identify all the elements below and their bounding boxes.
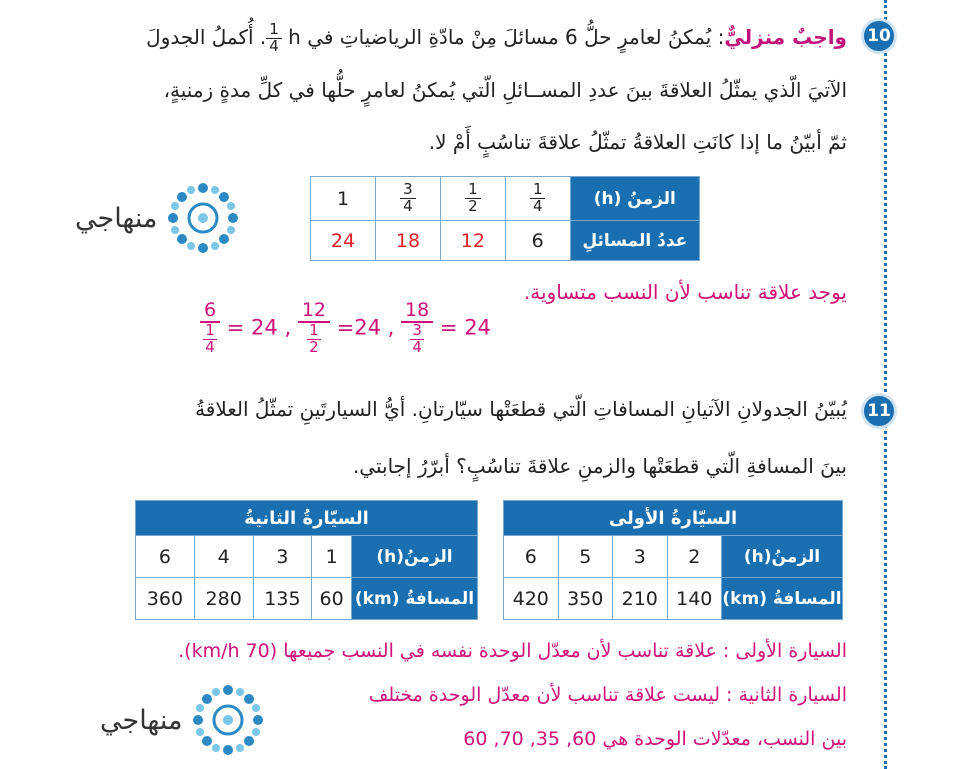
q10-line-3: ثمّ أبيّنُ ما إذا كانَتِ العلاقةُ تمثّلُ علاقةَ تناسُبٍ أَمْ لا. xyxy=(428,130,847,154)
q11-answer-2b: بين النسب، معدّلات الوحدة هي 60, 35, 70, 60 xyxy=(463,728,847,750)
time-cell: $\frac{1}{2}$ xyxy=(440,177,505,221)
time-header: الزمنُ(h) xyxy=(722,536,843,578)
logo-mandala-icon xyxy=(190,682,266,758)
distance-header: المسافةُ (km) xyxy=(352,578,478,620)
time-cell: 6 xyxy=(136,536,195,578)
distance-cell: 360 xyxy=(136,578,195,620)
q10-equation: $\frac{6}{\frac{1}{4}}$ = 24 , $\frac{12}{\frac{1}{2}}$ =24 , $\frac{18}{\frac{3}{4}}$ = 24 xyxy=(200,300,491,357)
question-number-badge: 10 xyxy=(861,18,897,54)
time-header: الزمنُ (h) xyxy=(570,177,699,221)
distance-cell: 210 xyxy=(613,578,668,620)
q10-line-1: واجبٌ منزليٌّ: يُمكنُ لعامرٍ حلُّ 6 مسائلَ مِنْ مادّةِ الرياضياتِ في h $\frac{1}{4}$ . أُكملُ الجدولَ xyxy=(146,20,847,55)
manhaji-logo xyxy=(75,180,241,256)
q10-line-2: الآتيَ الّذي يمثّلُ العلاقةَ بينَ عددِ المســائلِ الّتي يُمكنُ لعامرٍ حلُّها في كلِّ مدةٍ زمنيةٍ، xyxy=(163,78,847,102)
distance-cell: 350 xyxy=(558,578,613,620)
distance-cell: 140 xyxy=(667,578,722,620)
logo-text: منهاجي xyxy=(75,202,158,234)
q11-answer-1: السيارة الأولى : علاقة تناسب لأن معدّل الوحدة نفسه في النسب جميعها (70 km/h). xyxy=(178,640,847,662)
distance-header: المسافةُ (km) xyxy=(722,578,843,620)
count-cell: 24 xyxy=(311,221,376,261)
time-cell: 1 xyxy=(312,536,352,578)
logo-mandala-icon xyxy=(165,180,241,256)
q10-table xyxy=(310,176,700,261)
distance-cell: 420 xyxy=(504,578,559,620)
margin-dotted-line xyxy=(884,0,887,769)
manhaji-logo xyxy=(100,682,266,758)
car2-title: السيّارةُ الثانيةُ xyxy=(136,501,478,536)
distance-cell: 60 xyxy=(312,578,352,620)
time-cell: 6 xyxy=(504,536,559,578)
distance-cell: 280 xyxy=(194,578,253,620)
time-cell: 2 xyxy=(667,536,722,578)
q10-answer: يوجد علاقة تناسب لأن النسب متساوية. xyxy=(523,280,847,304)
count-header: عددُ المسائلِ xyxy=(570,221,699,261)
time-cell: 5 xyxy=(558,536,613,578)
car1-title: السيّارةُ الأولى xyxy=(504,501,843,536)
count-cell: 18 xyxy=(375,221,440,261)
q11-line-2: بينَ المسافةِ الّتي قطعَتْها والزمنِ علاقةَ تناسُبٍ؟ أبرّرُ إجابتي. xyxy=(352,454,847,478)
count-cell: 6 xyxy=(505,221,570,261)
time-header: الزمنُ(h) xyxy=(352,536,478,578)
time-cell: $\frac{1}{4}$ xyxy=(505,177,570,221)
time-cell: 3 xyxy=(253,536,312,578)
q11-answer-2a: السيارة الثانية : ليست علاقة تناسب لأن معدّل الوحدة مختلف xyxy=(368,684,847,706)
question-number-badge: 11 xyxy=(861,393,897,429)
count-cell: 12 xyxy=(440,221,505,261)
distance-cell: 135 xyxy=(253,578,312,620)
q11-line-1: يُبيّنُ الجدولانِ الآتيانِ المسافاتِ الّتي قطعَتْها سيّارتانِ. أيُّ السيارتَينِ تمثّلُ العلاقةُ xyxy=(195,397,847,421)
car1-table xyxy=(503,500,843,620)
time-cell: $\frac{3}{4}$ xyxy=(375,177,440,221)
time-cell: 4 xyxy=(194,536,253,578)
logo-text: منهاجي xyxy=(100,704,183,736)
car2-table xyxy=(135,500,478,620)
time-cell: 3 xyxy=(613,536,668,578)
fraction: $\frac{1}{4}$ xyxy=(266,22,282,55)
time-cell: 1 xyxy=(311,177,376,221)
